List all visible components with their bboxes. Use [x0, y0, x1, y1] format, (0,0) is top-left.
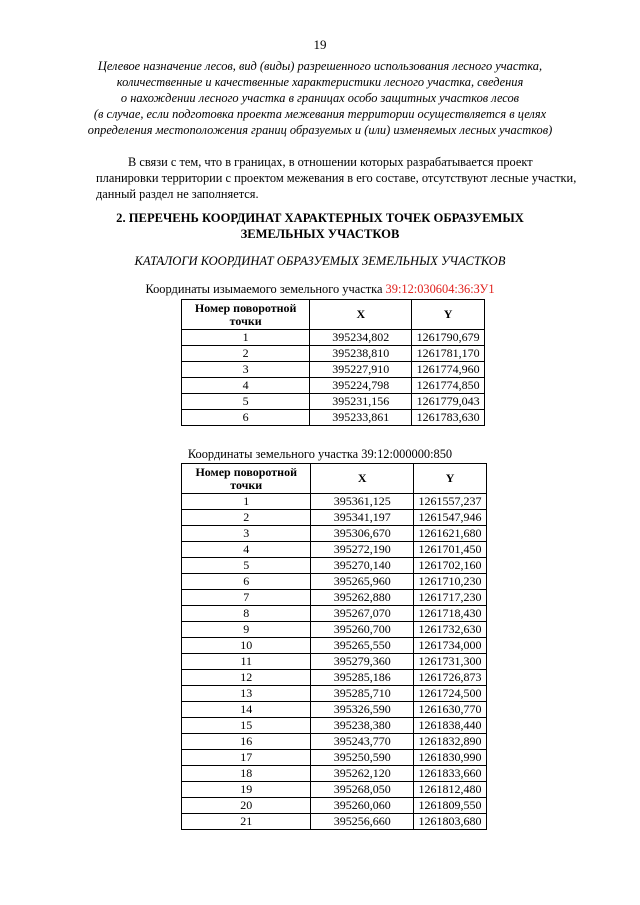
cell-x: 395231,156 [310, 394, 412, 410]
cell-y: 1261774,960 [412, 362, 485, 378]
cell-y: 1261779,043 [412, 394, 485, 410]
section-title-line: ЗЕМЕЛЬНЫХ УЧАСТКОВ [240, 227, 400, 241]
cell-y: 1261809,550 [414, 798, 487, 814]
paragraph-line: планировки территории с проектом межевания в его составе, отсутствуют лесные участки, [96, 171, 577, 185]
cell-x: 395306,670 [311, 526, 414, 542]
header-y: Y [414, 464, 487, 494]
cell-point-number: 2 [182, 346, 310, 362]
header-x: X [311, 464, 414, 494]
cell-point-number: 21 [182, 814, 311, 830]
cell-x: 395361,125 [311, 494, 414, 510]
body-paragraph [96, 154, 577, 202]
cell-x: 395256,660 [311, 814, 414, 830]
cell-y: 1261702,160 [414, 558, 487, 574]
table1-caption-parcel-id: 39:12:030604:36:ЗУ1 [385, 282, 495, 296]
table-row [182, 330, 485, 346]
header-x: X [310, 300, 412, 330]
cell-point-number: 2 [182, 510, 311, 526]
table-row [182, 750, 487, 766]
cell-x: 395233,861 [310, 410, 412, 426]
cell-x: 395285,186 [311, 670, 414, 686]
cell-point-number: 6 [182, 410, 310, 426]
header-point-number: Номер поворотной точки [182, 464, 311, 494]
cell-x: 395260,060 [311, 798, 414, 814]
cell-point-number: 11 [182, 654, 311, 670]
cell-y: 1261717,230 [414, 590, 487, 606]
paragraph-line: данный раздел не заполняется. [96, 187, 259, 201]
cell-point-number: 9 [182, 622, 311, 638]
cell-point-number: 16 [182, 734, 311, 750]
cell-point-number: 10 [182, 638, 311, 654]
table-row [182, 654, 487, 670]
cell-x: 395267,070 [311, 606, 414, 622]
page-number: 19 [313, 37, 327, 52]
cell-x: 395227,910 [310, 362, 412, 378]
table-row [182, 558, 487, 574]
cell-x: 395238,380 [311, 718, 414, 734]
italic-heading-line: Целевое назначение лесов, вид (виды) разрешенного использования лесного участка, [97, 59, 543, 73]
table-row [182, 638, 487, 654]
catalog-title: КАТАЛОГИ КООРДИНАТ ОБРАЗУЕМЫХ ЗЕМЕЛЬНЫХ УЧАСТКОВ [134, 254, 506, 268]
table-row [182, 494, 487, 510]
table-row [182, 718, 487, 734]
table1-caption [0, 282, 640, 297]
table-row [182, 702, 487, 718]
cell-y: 1261783,630 [412, 410, 485, 426]
cell-y: 1261832,890 [414, 734, 487, 750]
cell-point-number: 13 [182, 686, 311, 702]
table-row [182, 510, 487, 526]
cell-y: 1261830,990 [414, 750, 487, 766]
table-row [182, 814, 487, 830]
table-row [182, 542, 487, 558]
cell-point-number: 1 [182, 330, 310, 346]
cell-point-number: 15 [182, 718, 311, 734]
cell-y: 1261812,480 [414, 782, 487, 798]
cell-y: 1261710,230 [414, 574, 487, 590]
italic-heading-line: количественные и качественные характеристики лесного участка, сведения [116, 75, 524, 89]
table-row [182, 394, 485, 410]
cell-x: 395270,140 [311, 558, 414, 574]
cell-point-number: 1 [182, 494, 311, 510]
table-row [182, 686, 487, 702]
cell-point-number: 20 [182, 798, 311, 814]
cell-x: 395243,770 [311, 734, 414, 750]
cell-y: 1261718,430 [414, 606, 487, 622]
table-row [182, 590, 487, 606]
cell-y: 1261701,450 [414, 542, 487, 558]
cell-x: 395268,050 [311, 782, 414, 798]
header-y: Y [412, 300, 485, 330]
cell-y: 1261774,850 [412, 378, 485, 394]
table1-caption-text: Координаты изымаемого земельного участка [145, 282, 386, 296]
table-row [182, 410, 485, 426]
table2-caption: Координаты земельного участка 39:12:000000:850 [187, 447, 453, 461]
cell-y: 1261547,946 [414, 510, 487, 526]
section-title [90, 210, 550, 242]
table-row [182, 782, 487, 798]
table-row [182, 798, 487, 814]
italic-heading-line: (в случае, если подготовка проекта межевания территории осуществляется в целях [93, 107, 547, 121]
cell-x: 395341,197 [311, 510, 414, 526]
cell-point-number: 7 [182, 590, 311, 606]
cell-y: 1261833,660 [414, 766, 487, 782]
cell-y: 1261557,237 [414, 494, 487, 510]
cell-x: 395260,700 [311, 622, 414, 638]
table-row [182, 670, 487, 686]
coordinates-table-2 [181, 463, 487, 830]
table-row [182, 766, 487, 782]
cell-x: 395250,590 [311, 750, 414, 766]
table-row [182, 346, 485, 362]
cell-y: 1261734,000 [414, 638, 487, 654]
cell-x: 395285,710 [311, 686, 414, 702]
table2-body [182, 494, 487, 830]
cell-x: 395279,360 [311, 654, 414, 670]
table-row [182, 378, 485, 394]
cell-x: 395265,550 [311, 638, 414, 654]
cell-x: 395238,810 [310, 346, 412, 362]
cell-x: 395234,802 [310, 330, 412, 346]
italic-heading [60, 58, 580, 138]
cell-x: 395265,960 [311, 574, 414, 590]
cell-x: 395262,120 [311, 766, 414, 782]
cell-y: 1261781,170 [412, 346, 485, 362]
cell-y: 1261726,873 [414, 670, 487, 686]
cell-point-number: 12 [182, 670, 311, 686]
cell-point-number: 3 [182, 362, 310, 378]
header-point-number: Номер поворотной точки [182, 300, 310, 330]
table-row [182, 622, 487, 638]
table-row [182, 574, 487, 590]
cell-x: 395272,190 [311, 542, 414, 558]
italic-heading-line: о нахождении лесного участка в границах особо защитных участков лесов [120, 91, 520, 105]
section-title-line: 2. ПЕРЕЧЕНЬ КООРДИНАТ ХАРАКТЕРНЫХ ТОЧЕК ОБРАЗУЕМЫХ [116, 211, 524, 225]
cell-point-number: 14 [182, 702, 311, 718]
paragraph-line: В связи с тем, что в границах, в отношении которых разрабатывается проект [128, 155, 533, 169]
cell-y: 1261731,300 [414, 654, 487, 670]
cell-x: 395262,880 [311, 590, 414, 606]
cell-y: 1261630,770 [414, 702, 487, 718]
cell-point-number: 4 [182, 378, 310, 394]
cell-y: 1261621,680 [414, 526, 487, 542]
cell-y: 1261803,680 [414, 814, 487, 830]
cell-point-number: 17 [182, 750, 311, 766]
coordinates-table-1 [181, 299, 485, 426]
italic-heading-line: определения местоположения границ образуемых и (или) изменяемых лесных участков) [87, 123, 553, 137]
table-row [182, 526, 487, 542]
cell-point-number: 3 [182, 526, 311, 542]
table-row [182, 734, 487, 750]
cell-y: 1261732,630 [414, 622, 487, 638]
cell-point-number: 8 [182, 606, 311, 622]
cell-point-number: 19 [182, 782, 311, 798]
table1-body [182, 330, 485, 426]
cell-point-number: 5 [182, 558, 311, 574]
cell-point-number: 5 [182, 394, 310, 410]
cell-point-number: 18 [182, 766, 311, 782]
cell-point-number: 6 [182, 574, 311, 590]
cell-y: 1261790,679 [412, 330, 485, 346]
cell-y: 1261724,500 [414, 686, 487, 702]
cell-point-number: 4 [182, 542, 311, 558]
table-row [182, 606, 487, 622]
cell-x: 395224,798 [310, 378, 412, 394]
cell-y: 1261838,440 [414, 718, 487, 734]
table-row [182, 362, 485, 378]
cell-x: 395326,590 [311, 702, 414, 718]
